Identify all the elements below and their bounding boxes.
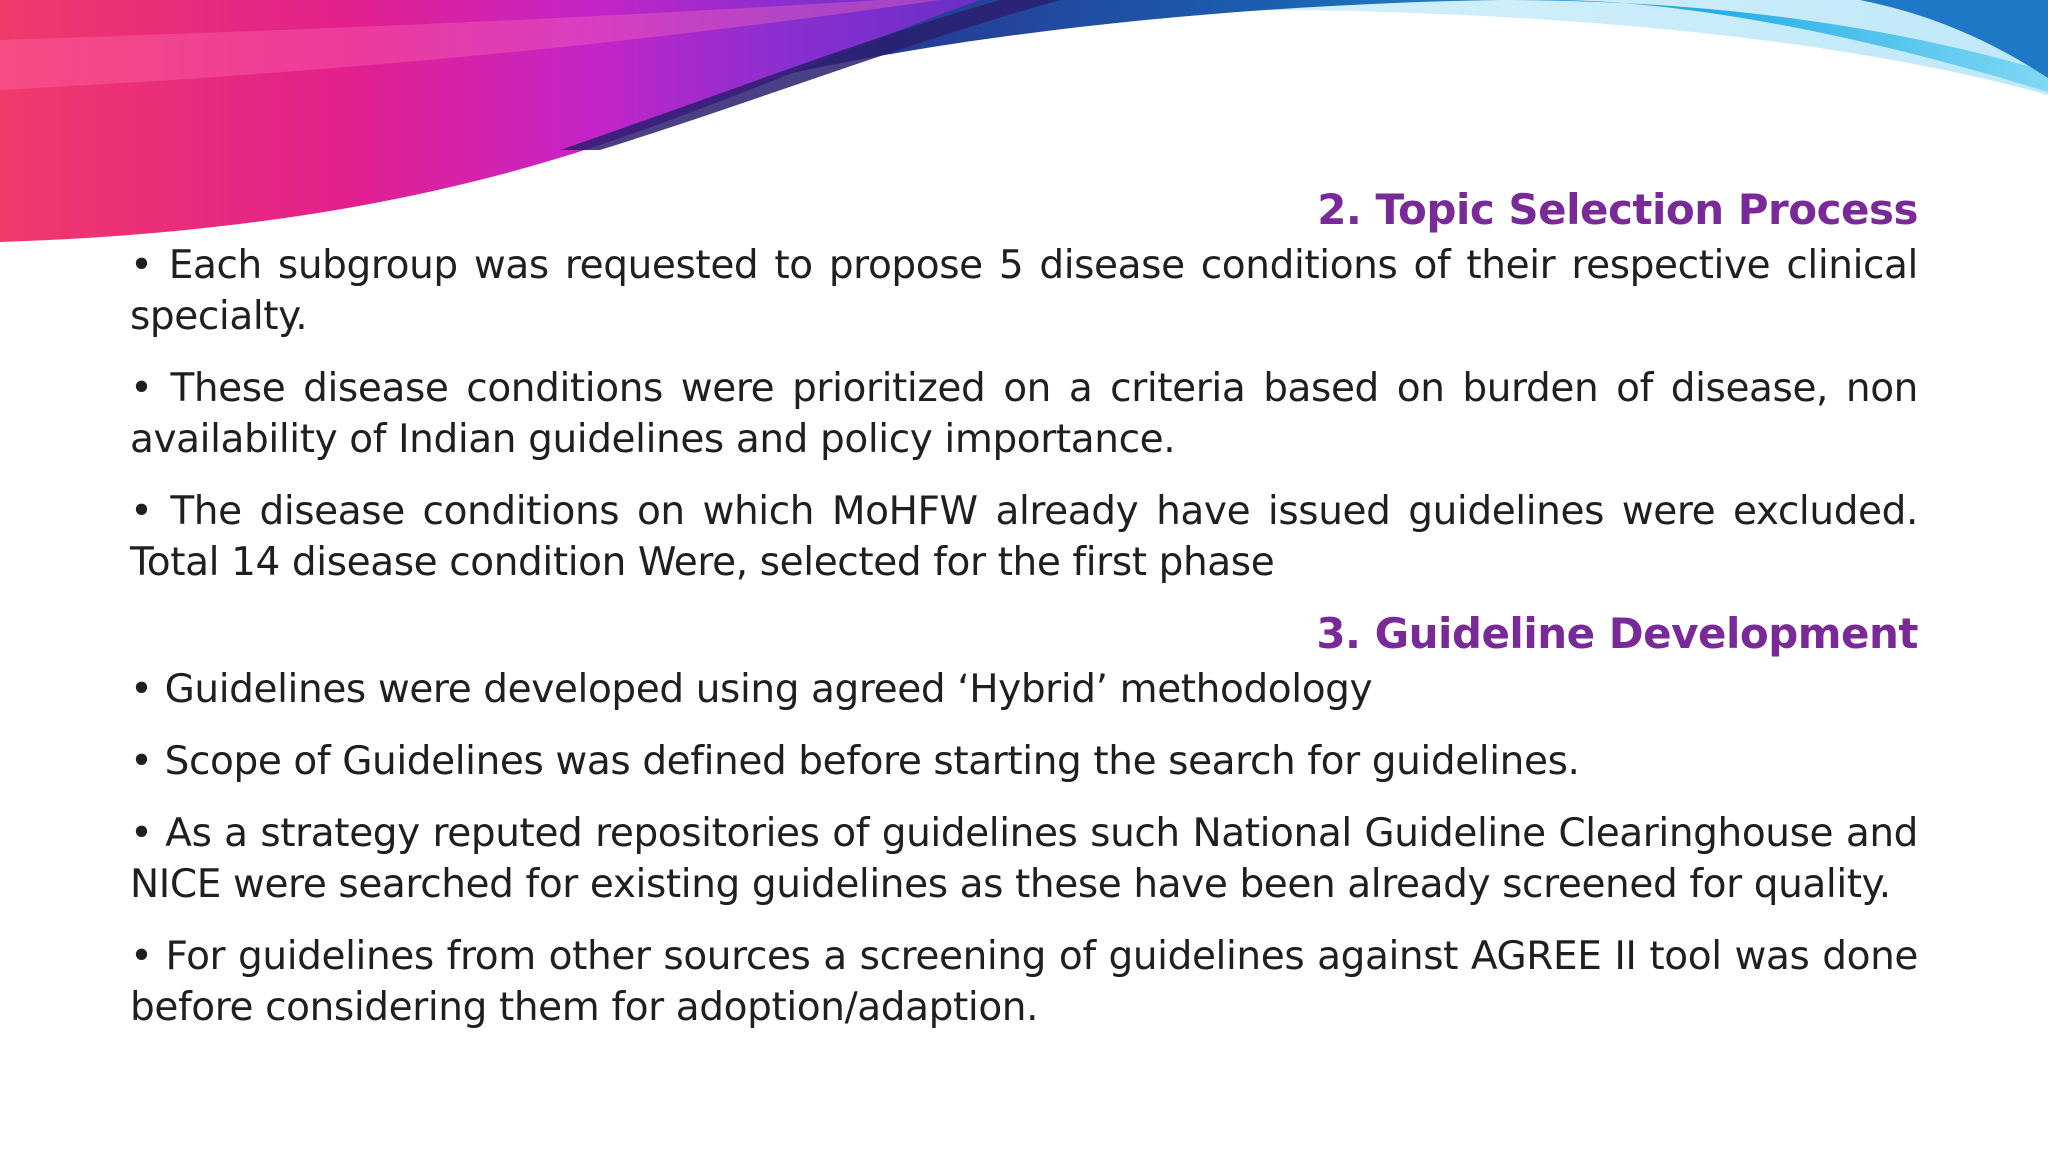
heading-topic-selection: 2. Topic Selection Process [1317, 185, 1918, 234]
bullet-item: • As a strategy reputed repositories of guidelines such National Guideline Clearinghouse and NICE were searched for existing guidelines as these have been already screened for quality. [130, 811, 1918, 907]
slide-content [130, 182, 1918, 1033]
bullet-item: • These disease conditions were prioritized on a criteria based on burden of disease, non availability of Indian guidelines and policy importance. [130, 366, 1918, 462]
heading-guideline-development: 3. Guideline Development [1316, 609, 1918, 658]
bullet-item: • Each subgroup was requested to propose 5 disease conditions of their respective clinical specialty. [130, 243, 1918, 339]
bullet-item: • For guidelines from other sources a screening of guidelines against AGREE II tool was done before considering them for adoption/adaption. [130, 934, 1918, 1030]
bullet-item: • Guidelines were developed using agreed ‘Hybrid’ methodology [130, 667, 1373, 712]
bullet-item: • The disease conditions on which MoHFW already have issued guidelines were excluded. Total 14 disease condition Were, selected for the first phase [130, 489, 1918, 585]
bullet-item: • Scope of Guidelines was defined before starting the search for guidelines. [130, 739, 1580, 784]
